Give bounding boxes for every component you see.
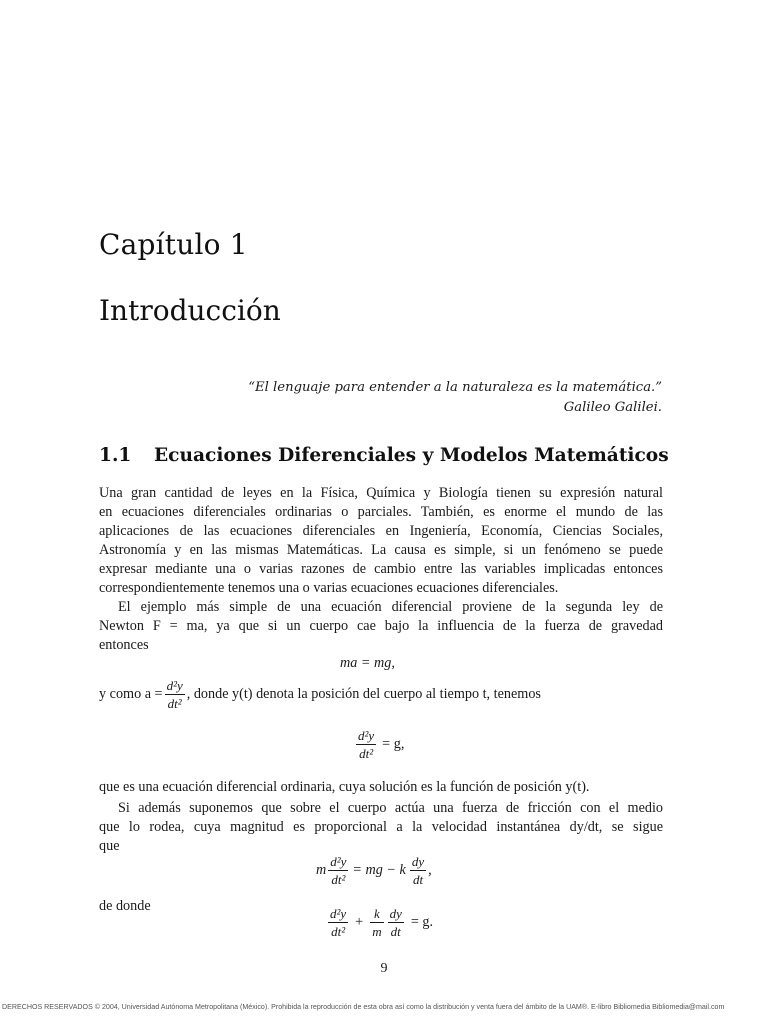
equation-rhs: = g. <box>410 914 434 930</box>
y-como-suffix: , donde y(t) denota la posición del cuerpo al tiempo t, tenemos <box>186 686 541 702</box>
fraction-numerator: k <box>373 906 380 921</box>
fraction-numerator: dy <box>389 906 402 921</box>
equation-coef-m: m <box>316 862 327 878</box>
de-donde: de donde <box>99 898 151 914</box>
fraction-d2y-dt2 <box>328 854 348 887</box>
fraction-denominator: dt² <box>331 872 346 887</box>
fraction-denominator: dt <box>390 924 401 939</box>
epigraph <box>102 378 662 418</box>
fraction-numerator: d²y <box>330 906 347 921</box>
paragraph-1 <box>99 484 663 598</box>
y-como-prefix: y como a = <box>99 686 163 702</box>
equation-friction <box>316 854 432 887</box>
paragraph-1-line: aplicaciones de las ecuaciones diferenciales en Ingeniería, Economía, Ciencias Sociales, <box>99 523 663 539</box>
fraction-numerator: d²y <box>166 678 183 693</box>
fraction-numerator: d²y <box>358 728 375 743</box>
epigraph-author: Galileo Galilei. <box>563 400 662 415</box>
paragraph-1-line: en ecuaciones diferenciales ordinarias o parciales. También, es enorme el mundo de las <box>99 504 663 520</box>
paragraph-1-line: expresar mediante una o varias razones de cambio entre las variables implicadas entonces <box>99 561 663 577</box>
equation-result <box>326 906 438 939</box>
fraction-denominator: dt² <box>359 746 374 761</box>
section-number: 1.1 <box>99 445 132 466</box>
equation-plus: + <box>355 914 364 930</box>
fraction-denominator: dt² <box>167 696 182 711</box>
fraction-d2y-dt2 <box>165 678 185 711</box>
equation-rhs: = g, <box>382 736 405 752</box>
chapter-label: Capítulo 1 <box>99 228 248 261</box>
sentence-y-como <box>99 678 663 711</box>
paragraph-3-line: que <box>99 838 120 854</box>
page-number: 9 <box>380 961 388 976</box>
equation-end: , <box>428 862 432 878</box>
paragraph-2-line: El ejemplo más simple de una ecuación diferencial proviene de la segunda ley de <box>118 599 663 615</box>
paragraph-3-line: Si además suponemos que sobre el cuerpo actúa una fuerza de fricción con el medio <box>118 800 663 816</box>
equation-ma-mg: ma = mg, <box>340 655 395 671</box>
copyright-footer: DERECHOS RESERVADOS © 2004, Universidad Autónoma Metropolitana (México). Prohibida la reproducción de esta obra así como la distribución y venta fuera del ámbito de la UAM®. E-libro Bibliomedia Bibliomedia@mail.com <box>2 1003 725 1011</box>
fraction-denominator: m <box>372 924 382 939</box>
chapter-title: Introducción <box>99 294 281 327</box>
fraction-denominator: dt <box>412 872 424 887</box>
equation-d2y-g <box>354 728 409 761</box>
fraction-d2y-dt2 <box>356 728 376 761</box>
fraction-numerator: dy <box>411 854 425 869</box>
paragraph-2 <box>99 598 663 655</box>
paragraph-2-line: Newton F = ma, ya que si un cuerpo cae bajo la influencia de la fuerza de gravedad <box>99 618 663 634</box>
fraction-d2y-dt2 <box>328 906 348 939</box>
sentence-ode: que es una ecuación diferencial ordinaria, cuya solución es la función de posición y(t). <box>99 779 590 795</box>
equation-middle: = mg − k <box>352 862 406 878</box>
paragraph-1-line: Astronomía y en las mismas Matemáticas. La causa es simple, si un fenómeno se puede <box>99 542 663 558</box>
fraction-dy-dt <box>410 854 426 887</box>
fraction-k-m <box>370 906 383 939</box>
paragraph-2-line: entonces <box>99 637 149 653</box>
paragraph-3-line: que lo rodea, cuya magnitud es proporcional a la velocidad instantánea dy/dt, se sigue <box>99 819 663 835</box>
paragraph-1-line: correspondientemente tenemos una o varias ecuaciones ecuaciones diferenciales. <box>99 580 559 596</box>
section-heading <box>99 445 679 466</box>
section-title: Ecuaciones Diferenciales y Modelos Matemáticos <box>154 445 669 466</box>
paragraph-1-line: Una gran cantidad de leyes en la Física, Química y Biología tienen su expresión natural <box>99 485 663 501</box>
epigraph-quote: “El lenguaje para entender a la naturaleza es la matemática.” <box>248 380 662 395</box>
fraction-dy-dt <box>388 906 404 939</box>
fraction-numerator: d²y <box>330 854 347 869</box>
paragraph-3 <box>99 799 663 856</box>
fraction-denominator: dt² <box>331 924 346 939</box>
